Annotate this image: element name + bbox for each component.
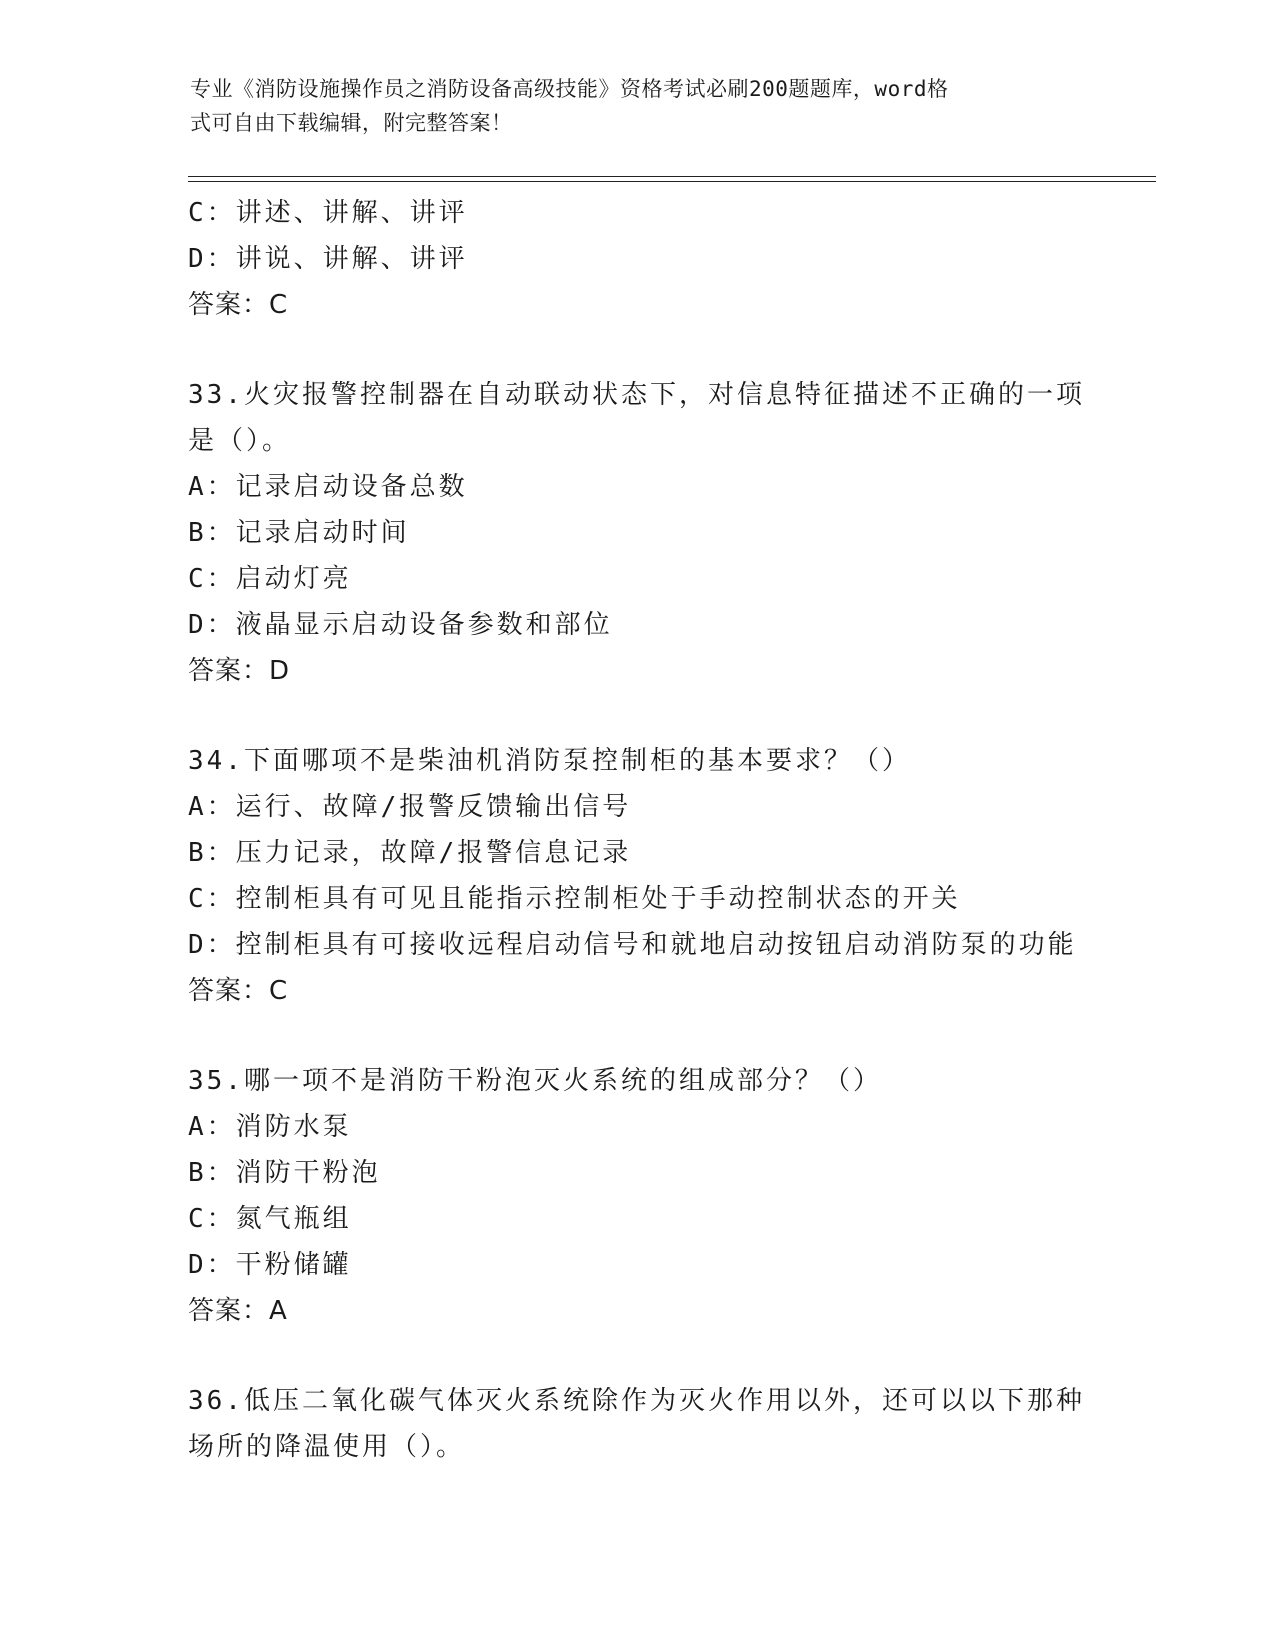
question-spacer (188, 1014, 1148, 1058)
question-stem-continued: 是（）。 (188, 426, 292, 456)
question-35 (188, 1058, 1148, 1334)
option-c: C：启动灯亮 (188, 564, 352, 594)
question-33 (188, 372, 1148, 694)
option-c: C：氮气瓶组 (188, 1204, 352, 1234)
header-divider-bottom (188, 181, 1156, 182)
answer-line: 答案：A (188, 1296, 288, 1326)
option-b: B：压力记录，故障/报警信息记录 (188, 838, 632, 868)
option-d: D：干粉储罐 (188, 1250, 352, 1280)
option-b: B：记录启动时间 (188, 518, 410, 548)
question-32-tail (188, 190, 1148, 328)
option-c: C：控制柜具有可见且能指示控制柜处于手动控制状态的开关 (188, 884, 961, 914)
question-list (188, 190, 1148, 1470)
option-d: D：液晶显示启动设备参数和部位 (188, 610, 613, 640)
question-stem: 33.火灾报警控制器在自动联动状态下，对信息特征描述不正确的一项 (188, 380, 1085, 410)
header-divider-top (188, 176, 1156, 177)
option-d: D：控制柜具有可接收远程启动信号和就地启动按钮启动消防泵的功能 (188, 930, 1077, 960)
document-header (190, 72, 1090, 140)
option-a: A：运行、故障/报警反馈输出信号 (188, 792, 632, 822)
question-spacer (188, 694, 1148, 738)
answer-line: 答案：C (188, 290, 289, 320)
option-a: A：消防水泵 (188, 1112, 352, 1142)
question-36 (188, 1378, 1148, 1470)
question-stem-continued: 场所的降温使用（）。 (188, 1432, 466, 1462)
question-stem: 36.低压二氧化碳气体灭火系统除作为灭火作用以外，还可以以下那种 (188, 1386, 1085, 1416)
answer-line: 答案：D (188, 656, 291, 686)
option-d: D：讲说、讲解、讲评 (188, 244, 468, 274)
question-spacer (188, 328, 1148, 372)
header-line-1: 专业《消防设施操作员之消防设备高级技能》资格考试必刷200题题库，word格 (190, 77, 949, 101)
option-b: B：消防干粉泡 (188, 1158, 381, 1188)
option-c: C：讲述、讲解、讲评 (188, 198, 468, 228)
header-line-2: 式可自由下载编辑，附完整答案！ (190, 111, 513, 135)
question-stem: 34.下面哪项不是柴油机消防泵控制柜的基本要求？（） (188, 746, 911, 776)
question-stem: 35.哪一项不是消防干粉泡灭火系统的组成部分？（） (188, 1066, 882, 1096)
question-34 (188, 738, 1148, 1014)
option-a: A：记录启动设备总数 (188, 472, 468, 502)
question-spacer (188, 1334, 1148, 1378)
answer-line: 答案：C (188, 976, 289, 1006)
